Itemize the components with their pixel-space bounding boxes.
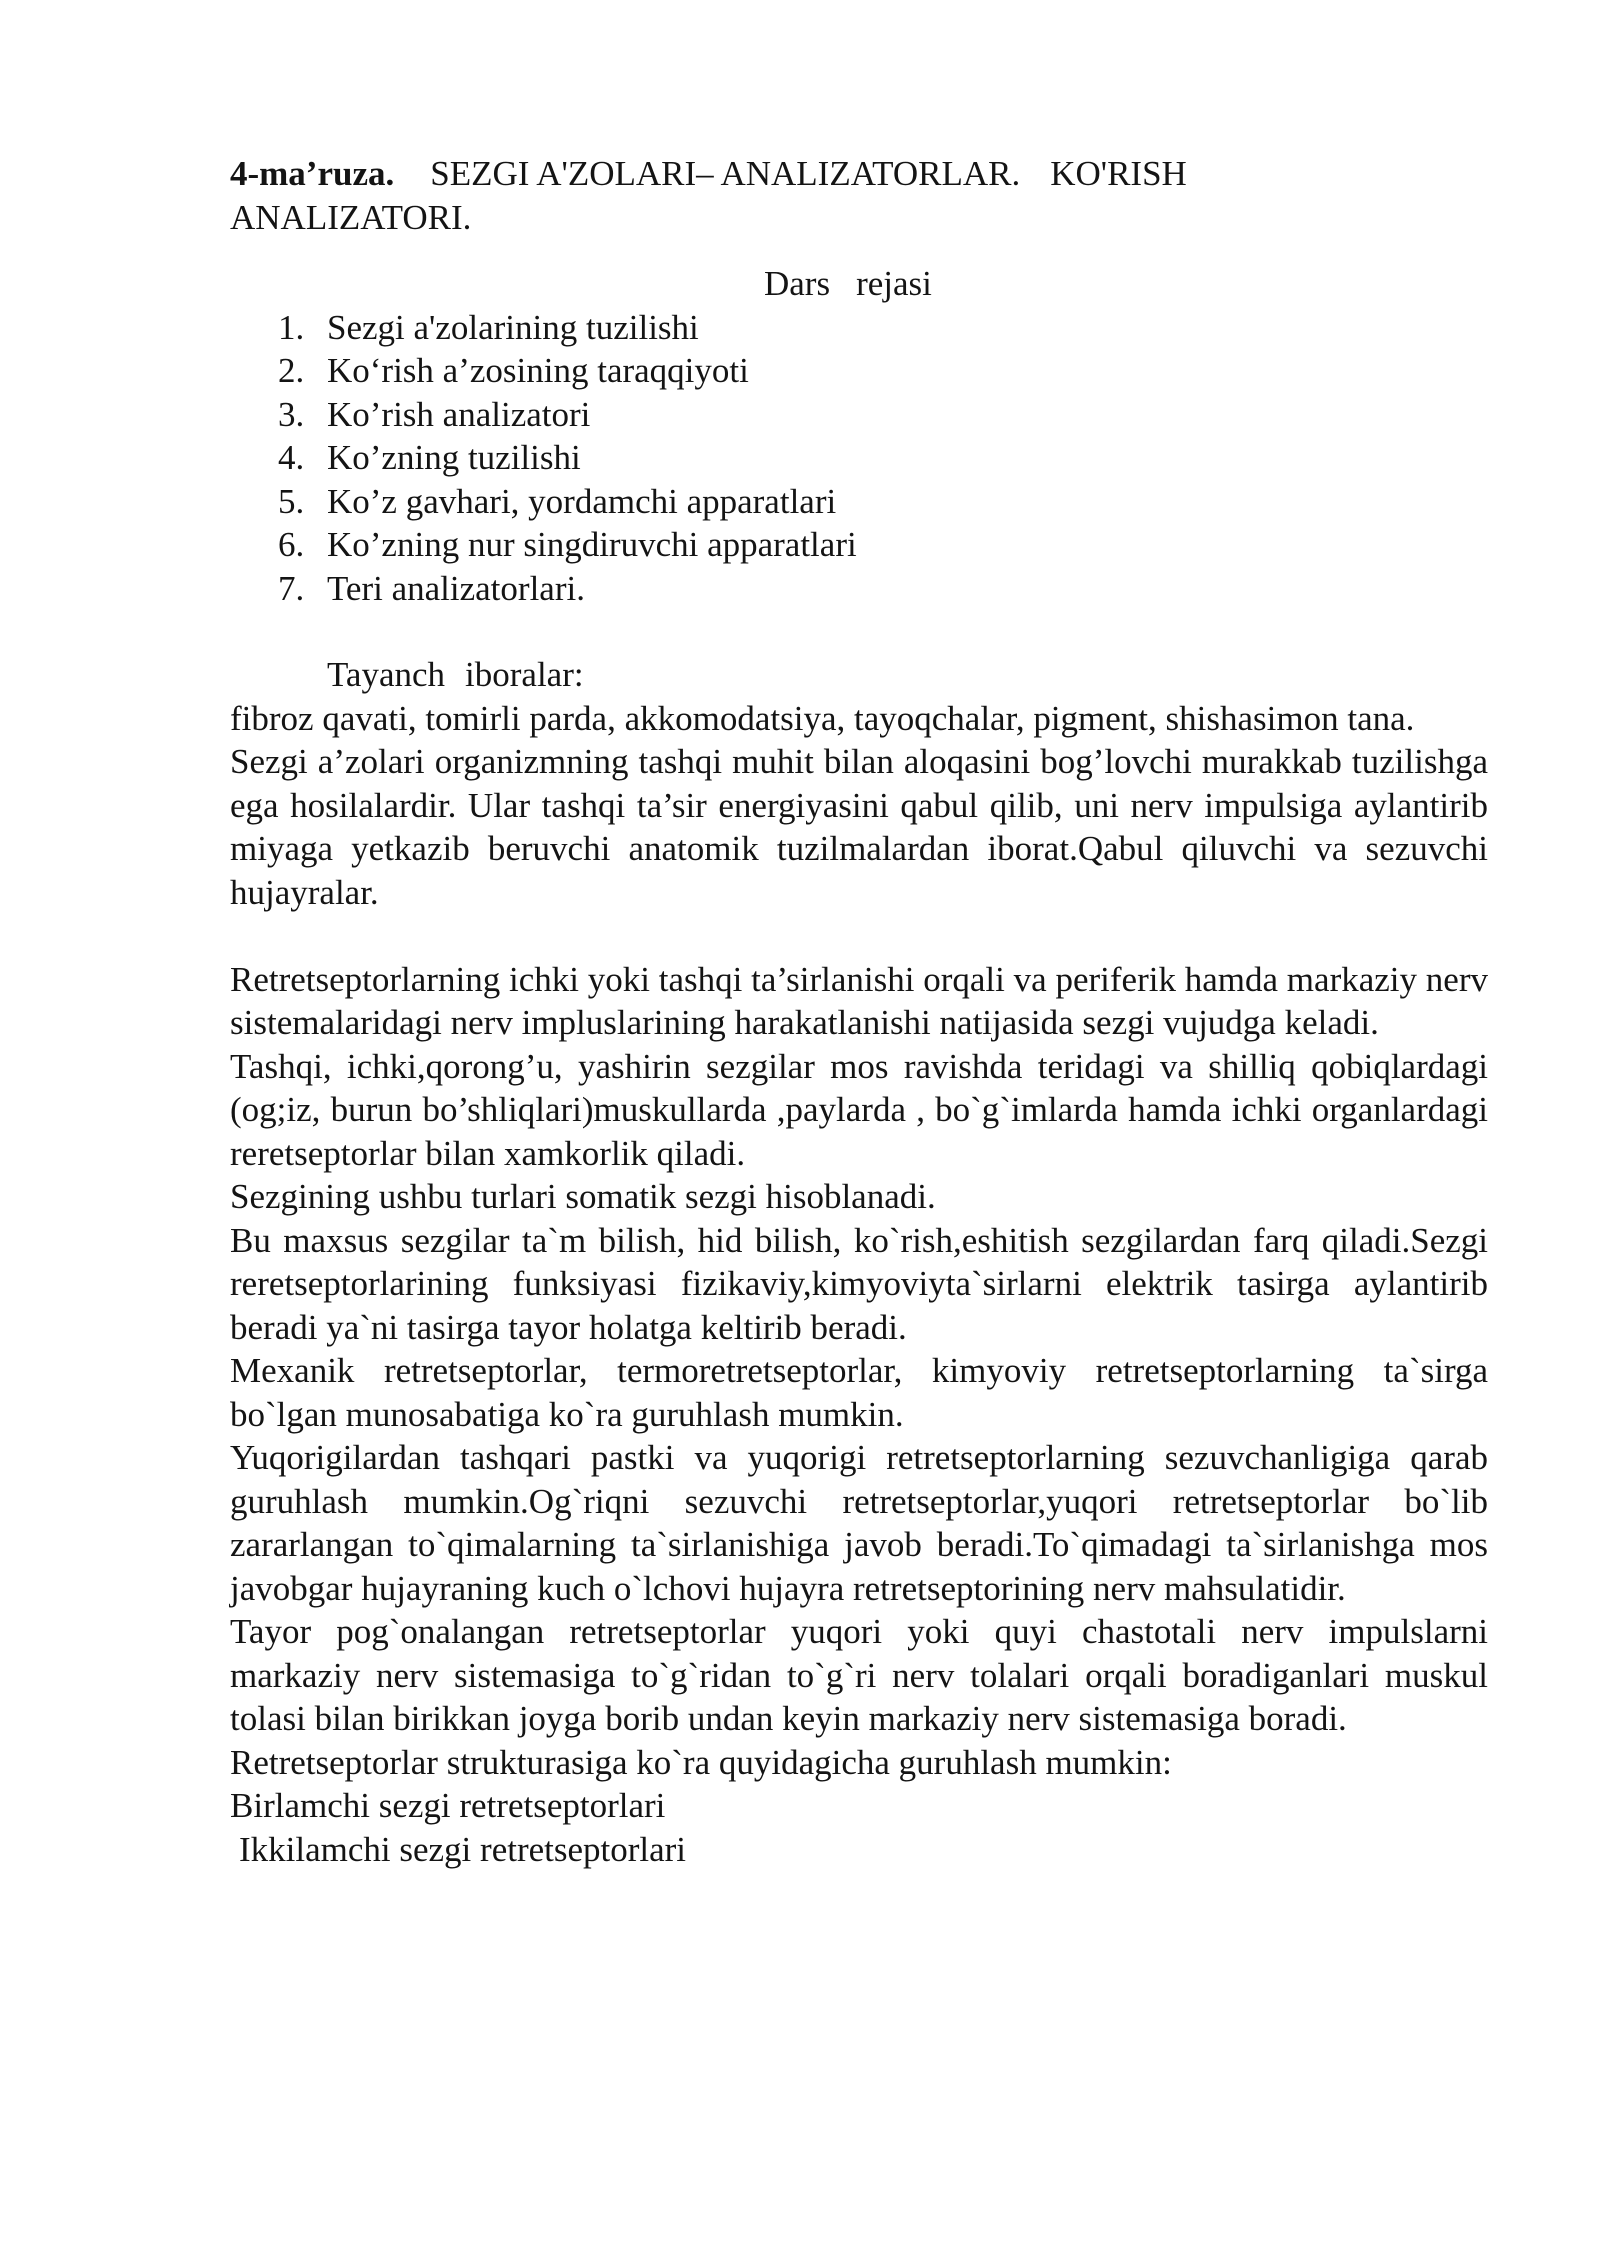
plan-heading-word1: Dars xyxy=(764,264,831,303)
paragraph: Mexanik retretseptorlar, termoretretseptorlar, kimyoviy retretseptorlarning ta`sirga bo`lgan munosabatiga ko`ra guruhlash mumkin. xyxy=(230,1351,1488,1434)
plan-item-text: Teri analizatorlari. xyxy=(327,568,585,608)
title-part2: KO'RISH xyxy=(1050,154,1187,193)
plan-item xyxy=(230,436,1488,480)
plan-item-number: 5. xyxy=(278,481,305,521)
plan-heading xyxy=(230,262,1488,306)
lecture-label: 4-ma’ruza. xyxy=(230,154,395,193)
paragraph: Yuqorigilardan tashqari pastki va yuqorigi retretseptorlarning sezuvchanligiga qarab guruhlash mumkin.Og`riqni sezuvchi retretseptorlar,yuqori retretseptorlar bo`lib zararlangan to`qimalarning ta`sirlanishiga javob beradi.To`qimadagi ta`sirlanishga mos javobgar hujayraning kuch o`lchovi hujayra retretseptorining nerv mahsulatidir. xyxy=(230,1438,1488,1608)
plan-heading-word2: rejasi xyxy=(856,264,932,303)
lecture-title-continued: ANALIZATORI. xyxy=(230,197,472,237)
plan-item xyxy=(230,306,1488,350)
paragraph: Retretseptorlar strukturasiga ko`ra quyidagicha guruhlash mumkin: xyxy=(230,1742,1172,1782)
paragraph: Tayor pog`onalangan retretseptorlar yuqori yoki quyi chastotali nerv impulslarni markaziy nerv sistemasiga to`g`ridan to`g`ri nerv tolalari orqali boradiganlari muskul tolasi bilan birikkan joyga borib undan keyin markaziy nerv sistemasiga boradi. xyxy=(230,1612,1488,1738)
document-page xyxy=(230,152,1488,1871)
plan-item-text: Ko’rish analizatori xyxy=(327,394,591,434)
keywords-list: fibroz qavati, tomirli parda, akkomodatsiya, tayoqchalar, pigment, shishasimon tana. xyxy=(230,698,1415,738)
lecture-title xyxy=(230,152,1488,196)
title-part1: SEZGI A'ZOLARI– ANALIZATORLAR. xyxy=(430,154,1021,193)
paragraph: Sezgining ushbu turlari somatik sezgi hisoblanadi. xyxy=(230,1177,936,1216)
plan-item-text: Sezgi a'zolarining tuzilishi xyxy=(327,307,699,347)
plan-item-number: 6. xyxy=(278,525,305,564)
paragraph: Retretseptorlarning ichki yoki tashqi ta’sirlanishi orqali va periferik hamda markaziy nerv sistemalaridagi nerv impluslarining harakatlanishi natijasida sezgi vujudga keladi. xyxy=(230,959,1488,1042)
paragraph: Ikkilamchi sezgi retretseptorlari xyxy=(239,1829,687,1869)
plan-item xyxy=(230,393,1488,437)
paragraph: Birlamchi sezgi retretseptorlari xyxy=(230,1786,666,1825)
keywords-heading-word2: iboralar: xyxy=(465,655,584,694)
plan-item xyxy=(230,349,1488,393)
plan-item-text: Ko‘rish a’zosining taraqqiyoti xyxy=(327,351,749,390)
paragraph-intro: Sezgi a’zolari organizmning tashqi muhit bilan aloqasini bog’lovchi murakkab tuzilishga ega hosilalardir. Ular tashqi ta’sir energiyasini qabul qilib, uni nerv impulsiga aylantirib miyaga yetkazib beruvchi anatomik tuzilmalardan iborat.Qabul qiluvchi va sezuvchi hujayralar. xyxy=(230,742,1488,912)
paragraph: Bu maxsus sezgilar ta`m bilish, hid bilish, ko`rish,eshitish sezgilardan farq qiladi.Sezgi reretseptorlarining funksiyasi fizikaviy,kimyoviyta`sirlarni elektrik tasirga aylantirib beradi ya`ni tasirga tayor holatga keltirib beradi. xyxy=(230,1220,1488,1347)
plan-item-number: 2. xyxy=(278,351,305,390)
keywords-heading xyxy=(230,653,1488,697)
plan-item-text: Ko’zning nur singdiruvchi apparatlari xyxy=(327,525,857,564)
plan-item xyxy=(230,480,1488,524)
plan-item-text: Ko’zning tuzilishi xyxy=(327,438,581,477)
plan-item-number: 4. xyxy=(278,438,305,477)
plan-item xyxy=(230,567,1488,611)
plan-item-text: Ko’z gavhari, yordamchi apparatlari xyxy=(327,481,837,521)
plan-item xyxy=(230,523,1488,567)
keywords-heading-word1: Tayanch xyxy=(327,655,446,694)
paragraph: Tashqi, ichki,qorong’u, yashirin sezgilar mos ravishda teridagi va shilliq qobiqlardagi (og;iz, burun bo’shliqlari)muskullarda ,paylarda , bo`g`imlarda hamda ichki organlardagi reretseptorlar bilan xamkorlik qiladi. xyxy=(230,1046,1488,1173)
plan-list xyxy=(230,306,1488,611)
plan-item-number: 3. xyxy=(278,394,305,434)
plan-item-number: 1. xyxy=(278,307,305,347)
plan-item-number: 7. xyxy=(278,568,305,608)
